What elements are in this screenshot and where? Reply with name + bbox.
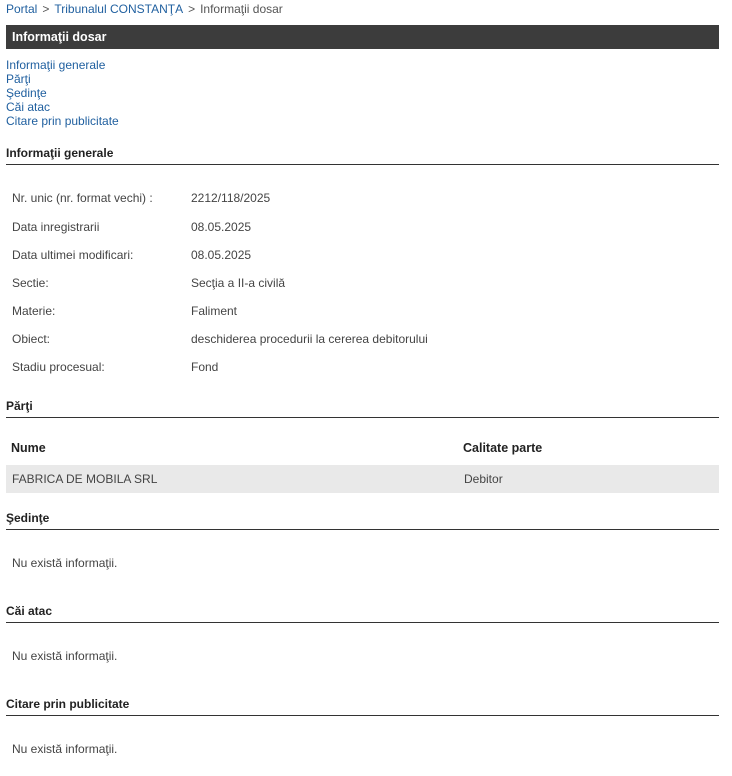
breadcrumb-link-tribunal[interactable]: Tribunalul CONSTANŢA — [54, 2, 184, 16]
info-label: Materie: — [12, 304, 56, 318]
nav-link-citare[interactable]: Citare prin publicitate — [6, 114, 119, 128]
section-heading-parti: Părţi — [6, 399, 719, 418]
info-row — [12, 304, 237, 318]
info-label: Data inregistrarii — [12, 220, 100, 234]
empty-message: Nu există informaţii. — [12, 649, 118, 663]
info-label: Obiect: — [12, 332, 51, 346]
page-title: Informaţii dosar — [6, 25, 719, 49]
info-row — [12, 248, 251, 262]
info-value: Fond — [191, 360, 219, 374]
info-row — [12, 191, 270, 205]
info-value: Faliment — [191, 304, 238, 318]
nav-link-informatii-generale[interactable]: Informaţii generale — [6, 58, 106, 72]
breadcrumb — [6, 2, 283, 16]
cell-calitate: Debitor — [464, 472, 503, 486]
info-label: Stadiu procesual: — [12, 360, 105, 374]
nav-link-parti[interactable]: Părţi — [6, 72, 31, 86]
info-row — [12, 360, 218, 374]
info-value: 08.05.2025 — [191, 248, 252, 262]
info-label: Sectie: — [12, 276, 49, 290]
info-row — [12, 276, 285, 290]
info-label: Nr. unic (nr. format vechi) : — [12, 191, 153, 205]
table-row — [6, 465, 719, 493]
info-value: deschiderea procedurii la cererea debitorului — [191, 332, 428, 346]
table-header — [6, 441, 719, 459]
info-row — [12, 220, 251, 234]
info-value: 08.05.2025 — [191, 220, 252, 234]
nav-link-cai-atac[interactable]: Căi atac — [6, 100, 51, 114]
section-heading-citare: Citare prin publicitate — [6, 697, 719, 716]
breadcrumb-separator: > — [188, 2, 196, 16]
empty-message: Nu există informaţii. — [12, 556, 118, 570]
info-value: 2212/118/2025 — [191, 191, 271, 205]
info-value: Secţia a II-a civilă — [191, 276, 286, 290]
breadcrumb-link-portal[interactable]: Portal — [6, 2, 38, 16]
info-row — [12, 332, 428, 346]
breadcrumb-separator: > — [42, 2, 50, 16]
section-heading-informatii-generale: Informaţii generale — [6, 146, 719, 165]
info-label: Data ultimei modificari: — [12, 248, 134, 262]
section-heading-sedinte: Şedinţe — [6, 511, 719, 530]
column-header-calitate: Calitate parte — [463, 441, 543, 455]
nav-link-sedinte[interactable]: Şedinţe — [6, 86, 47, 100]
section-heading-cai-atac: Căi atac — [6, 604, 719, 623]
empty-message: Nu există informaţii. — [12, 742, 118, 756]
column-header-nume: Nume — [11, 441, 46, 455]
section-nav — [6, 58, 119, 128]
breadcrumb-current: Informaţii dosar — [200, 2, 283, 16]
cell-nume: FABRICA DE MOBILA SRL — [12, 472, 158, 486]
